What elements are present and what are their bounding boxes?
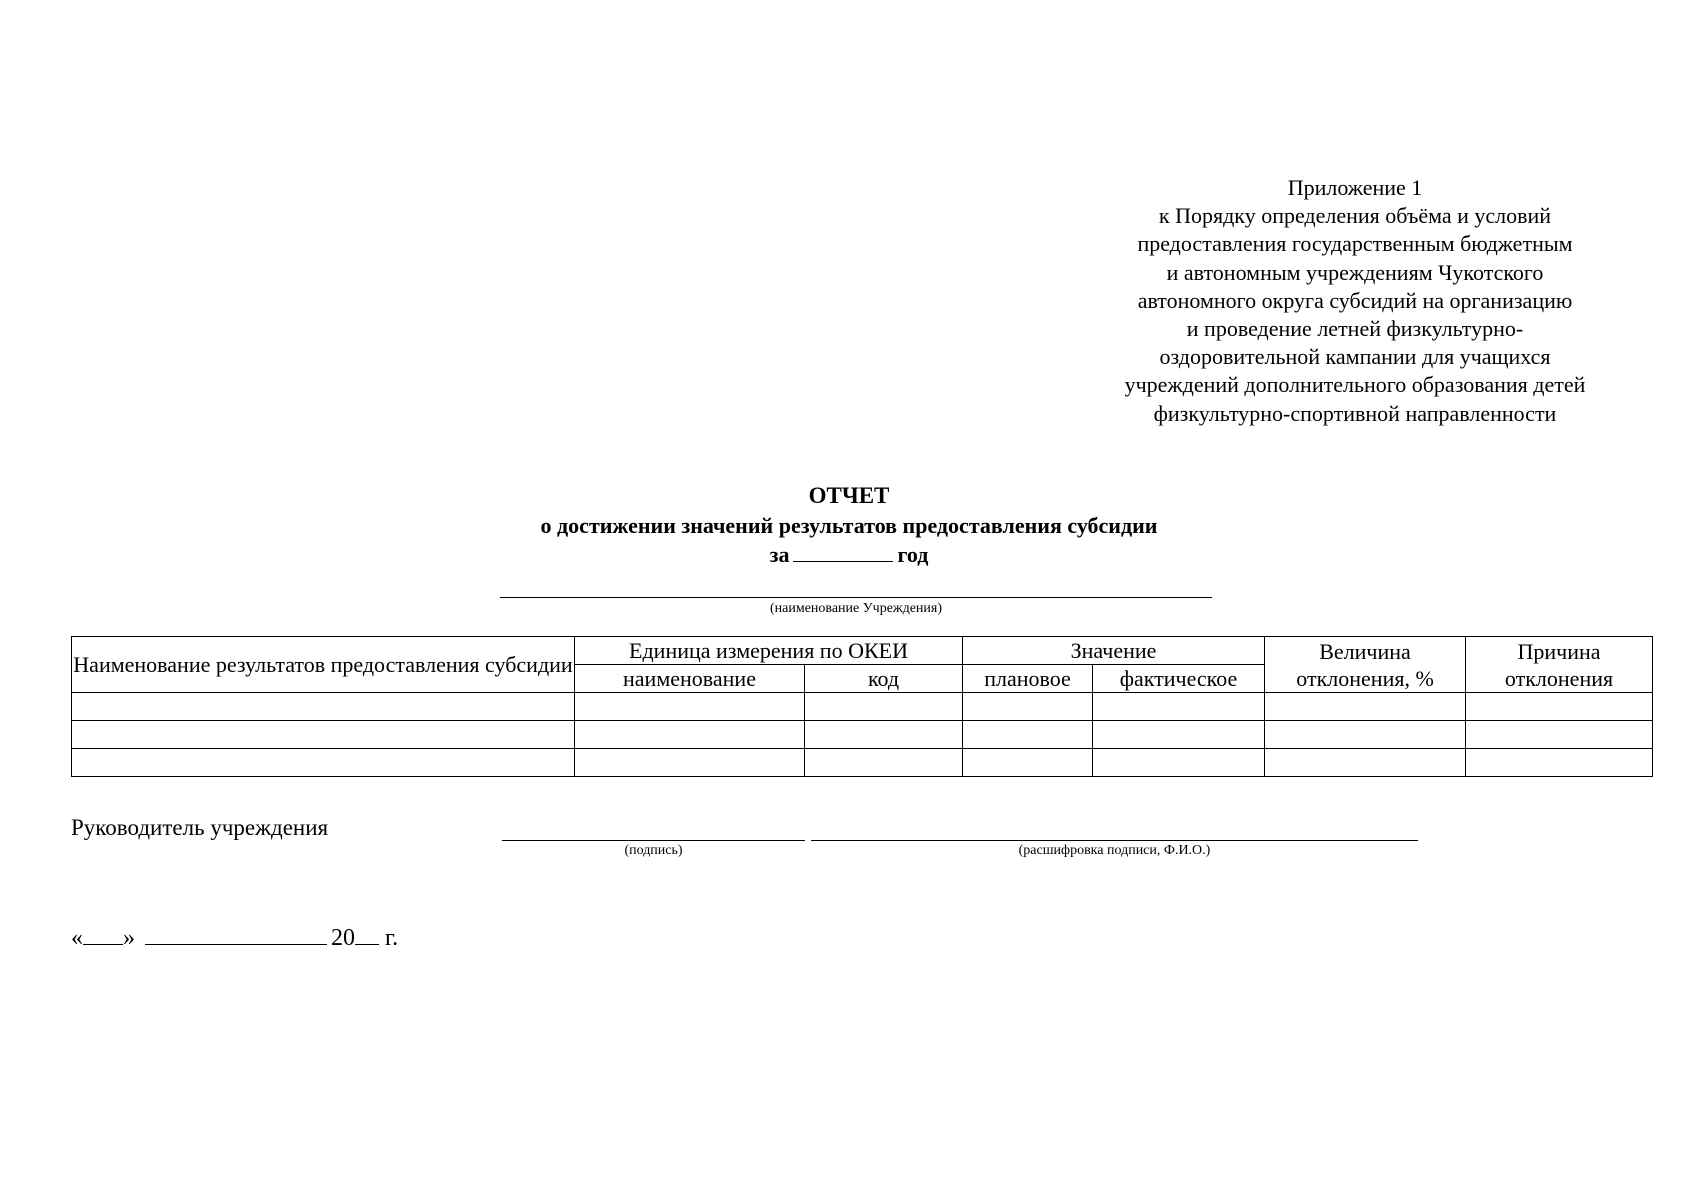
institution-caption: (наименование Учреждения) (769, 601, 943, 616)
date-year-suffix: г. (385, 925, 399, 951)
date-line (71, 924, 398, 952)
year-prefix: за (769, 542, 790, 567)
appendix-line: автономного округа субсидий на организацию (1137, 287, 1573, 313)
appendix-line: учреждений дополнительного образования детей (1124, 372, 1586, 398)
table-cell[interactable] (1466, 749, 1653, 777)
table-cell[interactable] (963, 693, 1093, 721)
table-cell[interactable] (1265, 693, 1466, 721)
table-cell[interactable] (963, 721, 1093, 749)
date-month-field[interactable] (145, 924, 327, 945)
appendix-line: и проведение летней физкультурно- (1186, 316, 1524, 342)
table-cell[interactable] (805, 749, 963, 777)
table-cell[interactable] (575, 693, 805, 721)
table-header-row (72, 637, 1653, 665)
year-blank-field[interactable] (793, 541, 893, 562)
date-day-field[interactable] (83, 924, 123, 945)
date-year-prefix: 20 (331, 925, 355, 951)
appendix-note (1090, 174, 1620, 428)
header-unit-name: наименование (575, 665, 805, 693)
header-value-plan: плановое (963, 665, 1093, 693)
header-reason: Причина отклонения (1466, 637, 1653, 693)
appendix-line: физкультурно-спортивной направленности (1153, 400, 1557, 426)
header-value-group: Значение (963, 637, 1265, 665)
report-title: ОТЧЕТ (808, 483, 890, 508)
table-cell[interactable] (72, 721, 575, 749)
signature-field[interactable] (502, 840, 805, 841)
date-open-quote: « (71, 925, 83, 951)
header-result-name: Наименование результатов предоставления субсидии (72, 637, 575, 693)
head-of-institution-label: Руководитель учреждения (71, 815, 329, 840)
table-cell[interactable] (805, 693, 963, 721)
appendix-line: и автономным учреждениям Чукотского (1166, 259, 1544, 285)
signature-caption: (подпись) (624, 843, 683, 858)
appendix-line: к Порядку определения объёма и условий (1158, 203, 1552, 229)
table-cell[interactable] (963, 749, 1093, 777)
table-row (72, 749, 1653, 777)
year-suffix: год (897, 542, 929, 567)
table-cell[interactable] (1093, 749, 1265, 777)
appendix-line: Приложение 1 (1287, 175, 1423, 200)
table-cell[interactable] (805, 721, 963, 749)
header-unit-code: код (805, 665, 963, 693)
report-table (71, 636, 1653, 777)
header-deviation: Величина отклонения, % (1265, 637, 1466, 693)
table-row (72, 693, 1653, 721)
header-unit-group: Единица измерения по ОКЕИ (575, 637, 963, 665)
report-year-line (0, 541, 1698, 568)
table-cell[interactable] (1093, 693, 1265, 721)
report-subtitle: о достижении значений результатов предоставления субсидии (540, 513, 1158, 538)
table-cell[interactable] (575, 749, 805, 777)
table-row (72, 721, 1653, 749)
date-year-field[interactable] (355, 924, 379, 945)
appendix-line: предоставления государственным бюджетным (1137, 231, 1573, 257)
table-cell[interactable] (1466, 693, 1653, 721)
header-value-fact: фактическое (1093, 665, 1265, 693)
table-cell[interactable] (575, 721, 805, 749)
date-close-quote: » (123, 925, 135, 951)
signature-decode-caption: (расшифровка подписи, Ф.И.О.) (1018, 843, 1211, 858)
institution-name-field[interactable] (500, 597, 1212, 598)
appendix-line: оздоровительной кампании для учащихся (1159, 344, 1551, 370)
table-cell[interactable] (1093, 721, 1265, 749)
table-cell[interactable] (72, 749, 575, 777)
table-cell[interactable] (72, 693, 575, 721)
table-cell[interactable] (1265, 721, 1466, 749)
signature-decode-field[interactable] (811, 840, 1418, 841)
table-cell[interactable] (1265, 749, 1466, 777)
table-cell[interactable] (1466, 721, 1653, 749)
